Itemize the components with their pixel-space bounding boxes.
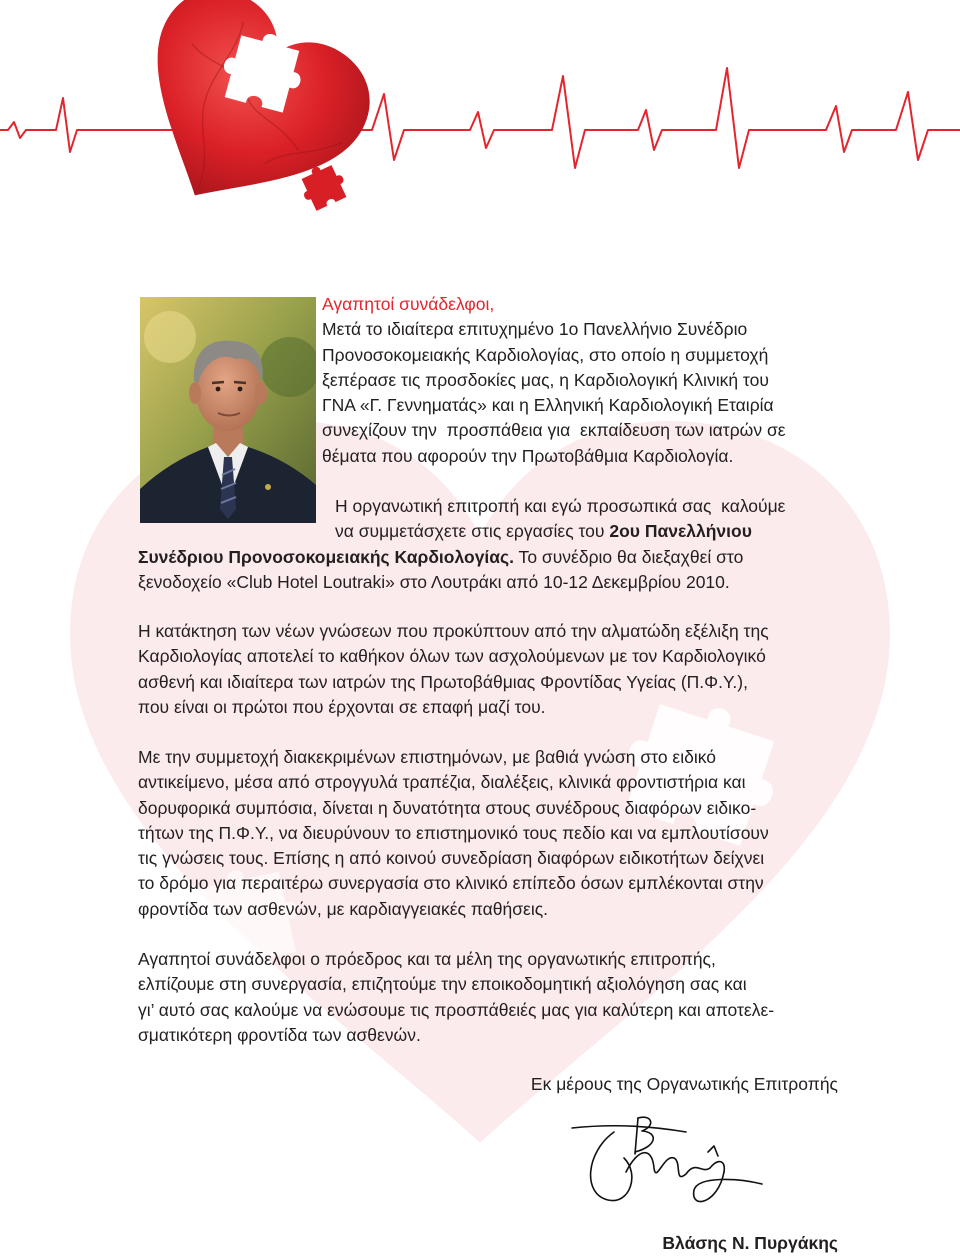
intro-line: συνεχίζουν την προσπάθεια για εκπαίδευση των ιατρών σε — [322, 420, 786, 441]
closing-line: Εκ μέρους της Οργανωτικής Επιτροπής — [530, 1074, 838, 1094]
paragraph-line: ελπίζουμε στη συνεργασία, επιζητούμε την εποικοδομητική αξιολόγηση σας και — [138, 974, 747, 995]
ecg-line-icon — [0, 68, 960, 168]
paragraph-line: που είναι οι πρώτοι που έρχονται σε επαφή μαζί του. — [138, 696, 546, 717]
intro-line: Μετά το ιδιαίτερα επιτυχημένο 1ο Πανελλήνιο Συνέδριο — [322, 319, 748, 340]
intro-line: ξεπέρασε τις προσδοκίες μας, η Καρδιολογική Κλινική του — [322, 369, 769, 390]
paragraph-line: Η κατάκτηση των νέων γνώσεων που προκύπτουν από την αλματώδη εξέλιξη της — [138, 621, 769, 641]
invitation-line: ξενοδοχείο «Club Hotel Loutraki» στο Λουτράκι από 10-12 Δεκεμβρίου 2010. — [138, 571, 730, 592]
paragraph-line: το δρόμο για περαιτέρω συνεργασία στο κλινικό επίπεδο όσων εμπλέκονται στην — [138, 873, 764, 894]
intro-line: θέματα που αφορούν την Πρωτοβάθμια Καρδιολογία. — [322, 445, 734, 466]
closing-paragraph — [138, 947, 774, 1048]
paragraph-line: τις γνώσεις τους. Επίσης η από κοινού συνεδρίαση διαφόρων ειδικοτήτων δείχνει — [138, 848, 765, 869]
signatory-name: Βλάσης Ν. Πυργάκης — [662, 1233, 838, 1253]
intro-line: ΓΝΑ «Γ. Γεννηματάς» και η Ελληνική Καρδιολογική Εταιρία — [322, 395, 774, 416]
paragraph-line: δορυφορικά συμπόσια, δίνεται η δυνατότητα στους συνέδρους διαφόρων ειδικο- — [138, 797, 757, 818]
invitation-text: να συμμετάσχετε στις εργασίες του — [335, 521, 610, 542]
paragraph-line: αντικείμενο, μέσα από στρογγυλά τραπέζια, διαλέξεις, κλινικά φροντιστήρια και — [138, 772, 746, 793]
paragraph-line: φροντίδα των ασθενών, με καρδιαγγειακές παθήσεις. — [138, 898, 549, 919]
heart-puzzle-icon — [0, 0, 960, 215]
invitation-line: Η οργανωτική επιτροπή και εγώ προσωπικά σας καλούμε — [335, 496, 786, 516]
greeting: Αγαπητοί συνάδελφοι, — [322, 294, 495, 314]
paragraph-line: γι’ αυτό σας καλούμε να ενώσουμε τις προσπάθειές μας για καλύτερη και αποτελε- — [138, 999, 775, 1020]
paragraph-line: Αγαπητοί συνάδελφοι ο πρόεδρος και τα μέλη της οργανωτικής επιτροπής, — [138, 949, 716, 969]
intro-line: Προνοσοκομειακής Καρδιολογίας, στο οποίο η συμμετοχή — [322, 344, 769, 365]
invitation-line — [138, 545, 786, 570]
intro-paragraph — [322, 292, 786, 469]
paragraph-line: τήτων της Π.Φ.Υ., να διευρύνουν το επιστημονικό τους πεδίο και να εμπλουτίσουν — [138, 822, 769, 843]
invitation-paragraph — [138, 494, 786, 595]
knowledge-paragraph — [138, 619, 769, 720]
paragraph-line: Καρδιολογίας αποτελεί το καθήκον όλων των ασχολούμενων με τον Καρδιολογικό — [138, 646, 766, 667]
portrait-photo — [140, 297, 316, 523]
handwritten-signature — [568, 1112, 768, 1217]
paragraph-line: ασθενή και ιδιαίτερα των ιατρών της Πρωτοβάθμιας Φροντίδας Υγείας (Π.Φ.Υ.), — [138, 671, 748, 692]
participation-paragraph — [138, 745, 769, 922]
congress-title-bold: Συνέδριου Προνοσοκομειακής Καρδιολογίας. — [138, 546, 515, 567]
paragraph-line: σματικότερη φροντίδα των ασθενών. — [138, 1024, 421, 1045]
invitation-text: Το συνέδριο θα διεξαχθεί στο — [514, 546, 744, 567]
paragraph-line: Με την συμμετοχή διακεκριμένων επιστημόνων, με βαθιά γνώση στο ειδικό — [138, 747, 716, 767]
invitation-line — [138, 519, 786, 544]
congress-title-bold: 2ου Πανελλήνιου — [609, 521, 752, 542]
